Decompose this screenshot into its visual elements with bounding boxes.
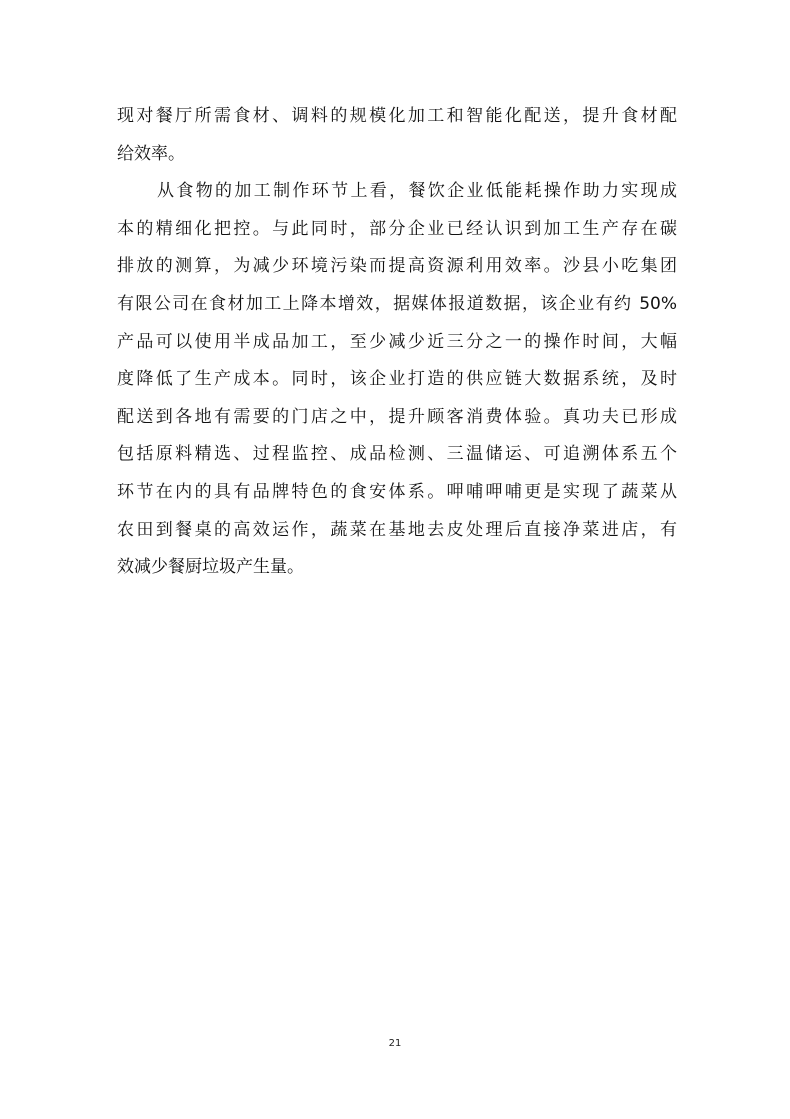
page-number: 21 xyxy=(388,1038,402,1049)
paragraph-line: 配送到各地有需要的门店之中，提升顾客消费体验。真功夫已形成 xyxy=(117,406,677,427)
body-text xyxy=(117,98,677,587)
paragraph-1 xyxy=(117,98,677,173)
paragraph-line: 农田到餐桌的高效运作，蔬菜在基地去皮处理后直接净菜进店，有 xyxy=(117,519,677,540)
paragraph-line: 现对餐厅所需食材、调料的规模化加工和智能化配送，提升食材配 xyxy=(117,106,677,126)
paragraph-line: 度降低了生产成本。同时，该企业打造的供应链大数据系统，及时 xyxy=(117,369,677,390)
paragraph-line: 产品可以使用半成品加工，至少减少近三分之一的操作时间，大幅 xyxy=(117,331,677,352)
paragraph-line: 本的精细化把控。与此同时，部分企业已经认识到加工生产存在碳 xyxy=(117,218,677,239)
paragraph-line: 给效率。 xyxy=(117,143,185,164)
paragraph-line: 环节在内的具有品牌特色的食安体系。呷哺呷哺更是实现了蔬菜从 xyxy=(117,481,677,502)
paragraph-2 xyxy=(117,173,677,587)
paragraph-line: 包括原料精选、过程监控、成品检测、三温储运、可追溯体系五个 xyxy=(117,444,677,465)
paragraph-line: 从食物的加工制作环节上看，餐饮企业低能耗操作助力实现成 xyxy=(157,181,677,202)
paragraph-line: 有限公司在食材加工上降本增效，据媒体报道数据，该企业有约 50% xyxy=(117,293,677,314)
paragraph-line: 排放的测算，为减少环境污染而提高资源利用效率。沙县小吃集团 xyxy=(117,256,677,277)
paragraph-line: 效减少餐厨垃圾产生量。 xyxy=(117,557,304,578)
